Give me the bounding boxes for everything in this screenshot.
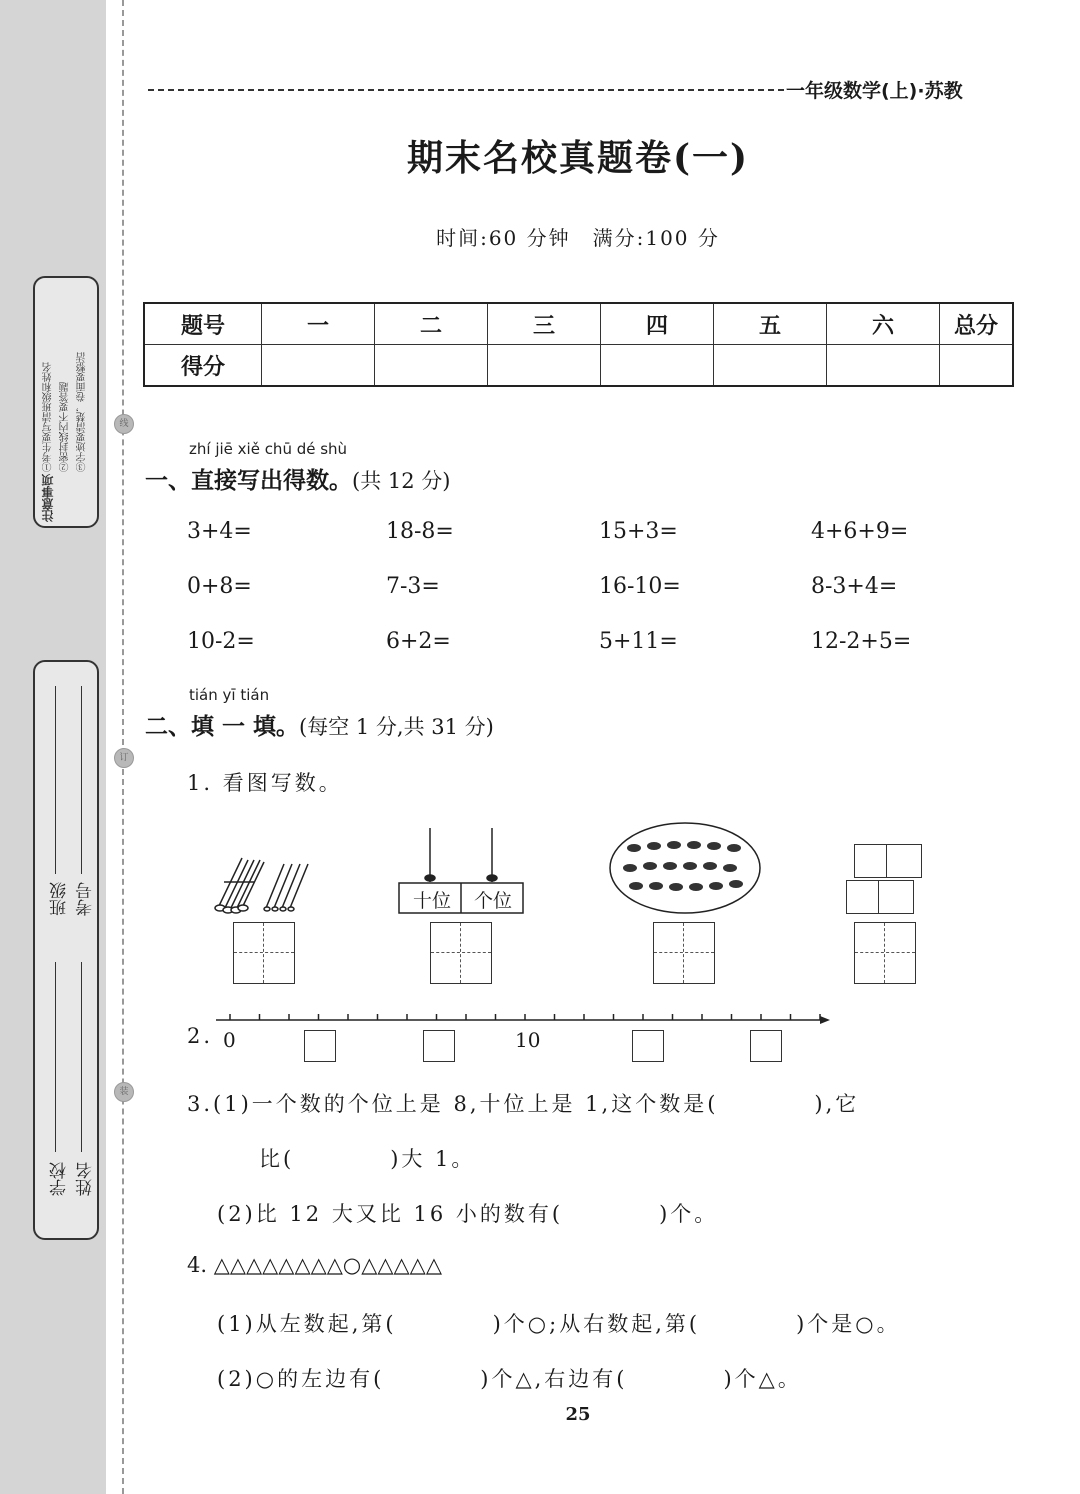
score-table-cell: 四 [601, 303, 714, 345]
sticks-bundle-picture [210, 852, 320, 918]
label-exam-number: 考号 [76, 882, 96, 916]
score-input-cell[interactable] [262, 345, 375, 387]
section1-points: (共 12 分) [352, 469, 451, 493]
section2-pinyin: tián yī tián [189, 686, 270, 704]
numberline-answer-box[interactable] [423, 1030, 455, 1062]
exam-number-write-line [81, 686, 82, 874]
number-line [212, 1010, 832, 1030]
score-table-cell: 总分 [940, 303, 1014, 345]
label-school: 学校 [50, 1162, 70, 1196]
notice-title: 注意事项 [41, 474, 55, 522]
question-3-2: (2)比 12 大又比 16 小的数有( )个。 [217, 1202, 719, 1226]
equation: 8-3+4= [811, 574, 898, 599]
equation: 10-2= [187, 629, 255, 654]
label-class: 班级 [50, 882, 70, 916]
question-4: 4. △△△△△△△△○△△△△△ [187, 1253, 442, 1277]
score-table-cell: 三 [488, 303, 601, 345]
name-write-line [81, 962, 82, 1152]
question-4-2: (2)○的左边有( )个△,右边有( )个△。 [217, 1367, 802, 1391]
equation: 6+2= [386, 629, 451, 654]
student-info-box [33, 660, 99, 1240]
section2-points: (每空 1 分,共 31 分) [299, 715, 494, 739]
notice-box [33, 276, 99, 528]
numberline-answer-box[interactable] [632, 1030, 664, 1062]
section1-title: 一、直接写出得数。 [145, 467, 352, 494]
score-input-cell[interactable] [601, 345, 714, 387]
answer-box-abacus[interactable] [430, 922, 492, 984]
page-number: 25 [565, 1404, 591, 1425]
numberline-label-0: 0 [223, 1028, 236, 1052]
question-3-1-line-2: 比( )大 1。 [259, 1147, 476, 1171]
question-1: 1. 看图写数。 [187, 771, 343, 795]
score-input-cell[interactable] [827, 345, 940, 387]
ants-oval-picture [608, 820, 762, 916]
cube [886, 844, 922, 878]
score-table-cell: 题号 [144, 303, 262, 345]
cube [854, 844, 890, 878]
question-2-label: 2. [187, 1024, 214, 1048]
equation: 16-10= [599, 574, 681, 599]
score-table-score-row [144, 345, 1013, 387]
score-table-cell: 得分 [144, 345, 262, 387]
equation: 18-8= [386, 519, 454, 544]
numberline-answer-box[interactable] [304, 1030, 336, 1062]
section2-title: 二、填 一 填。 [145, 713, 300, 740]
score-table-cell: 五 [714, 303, 827, 345]
score-table-cell: 六 [827, 303, 940, 345]
cube [878, 880, 914, 914]
abacus-ones-label: 个位 [473, 890, 512, 912]
equation: 3+4= [187, 519, 252, 544]
notice-line-2: ②密封线内不要答题 [60, 382, 71, 472]
equation: 5+11= [599, 629, 678, 654]
header-dash-line [148, 89, 784, 91]
notice-line-3: ③字迹要清楚，卷面要整洁 [77, 352, 88, 472]
numberline-answer-box[interactable] [750, 1030, 782, 1062]
binding-mark-line: 线 [114, 414, 134, 434]
answer-box-ants[interactable] [653, 922, 715, 984]
cube [846, 880, 882, 914]
equation: 0+8= [187, 574, 252, 599]
equation: 12-2+5= [811, 629, 912, 654]
numberline-label-10: 10 [515, 1028, 541, 1052]
score-table-header-row [144, 303, 1013, 345]
series-label: 一年级数学(上)·苏教 [786, 80, 963, 102]
abacus-tens-label: 十位 [412, 890, 451, 912]
page-title: 期末名校真题卷(一) [406, 137, 750, 179]
equation: 7-3= [386, 574, 440, 599]
notice-line-1: ①考生要写清班级和姓名 [43, 362, 54, 472]
cubes-picture [846, 840, 926, 918]
school-write-line [55, 962, 56, 1152]
section1-pinyin: zhí jiē xiě chū dé shù [189, 440, 348, 458]
equation: 4+6+9= [811, 519, 909, 544]
section2-heading [145, 708, 494, 741]
label-name: 姓名 [76, 1162, 96, 1196]
score-input-cell[interactable] [488, 345, 601, 387]
answer-box-sticks[interactable] [233, 922, 295, 984]
exam-time-score: 时间:60 分钟 满分:100 分 [436, 226, 720, 250]
score-table [143, 302, 1014, 387]
score-input-cell[interactable] [714, 345, 827, 387]
binding-mark-order: 订 [114, 748, 134, 768]
score-input-cell[interactable] [375, 345, 488, 387]
class-write-line [55, 686, 56, 874]
answer-box-cubes[interactable] [854, 922, 916, 984]
score-input-cell[interactable] [940, 345, 1014, 387]
score-table-cell: 一 [262, 303, 375, 345]
binding-mark-bind: 装 [114, 1082, 134, 1102]
score-table-cell: 二 [375, 303, 488, 345]
section1-heading [145, 462, 450, 495]
question-4-1: (1)从左数起,第( )个○;从右数起,第( )个是○。 [217, 1312, 901, 1336]
equation: 15+3= [599, 519, 678, 544]
question-3-1-line-1: 3.(1)一个数的个位上是 8,十位上是 1,这个数是( ),它 [187, 1092, 860, 1116]
